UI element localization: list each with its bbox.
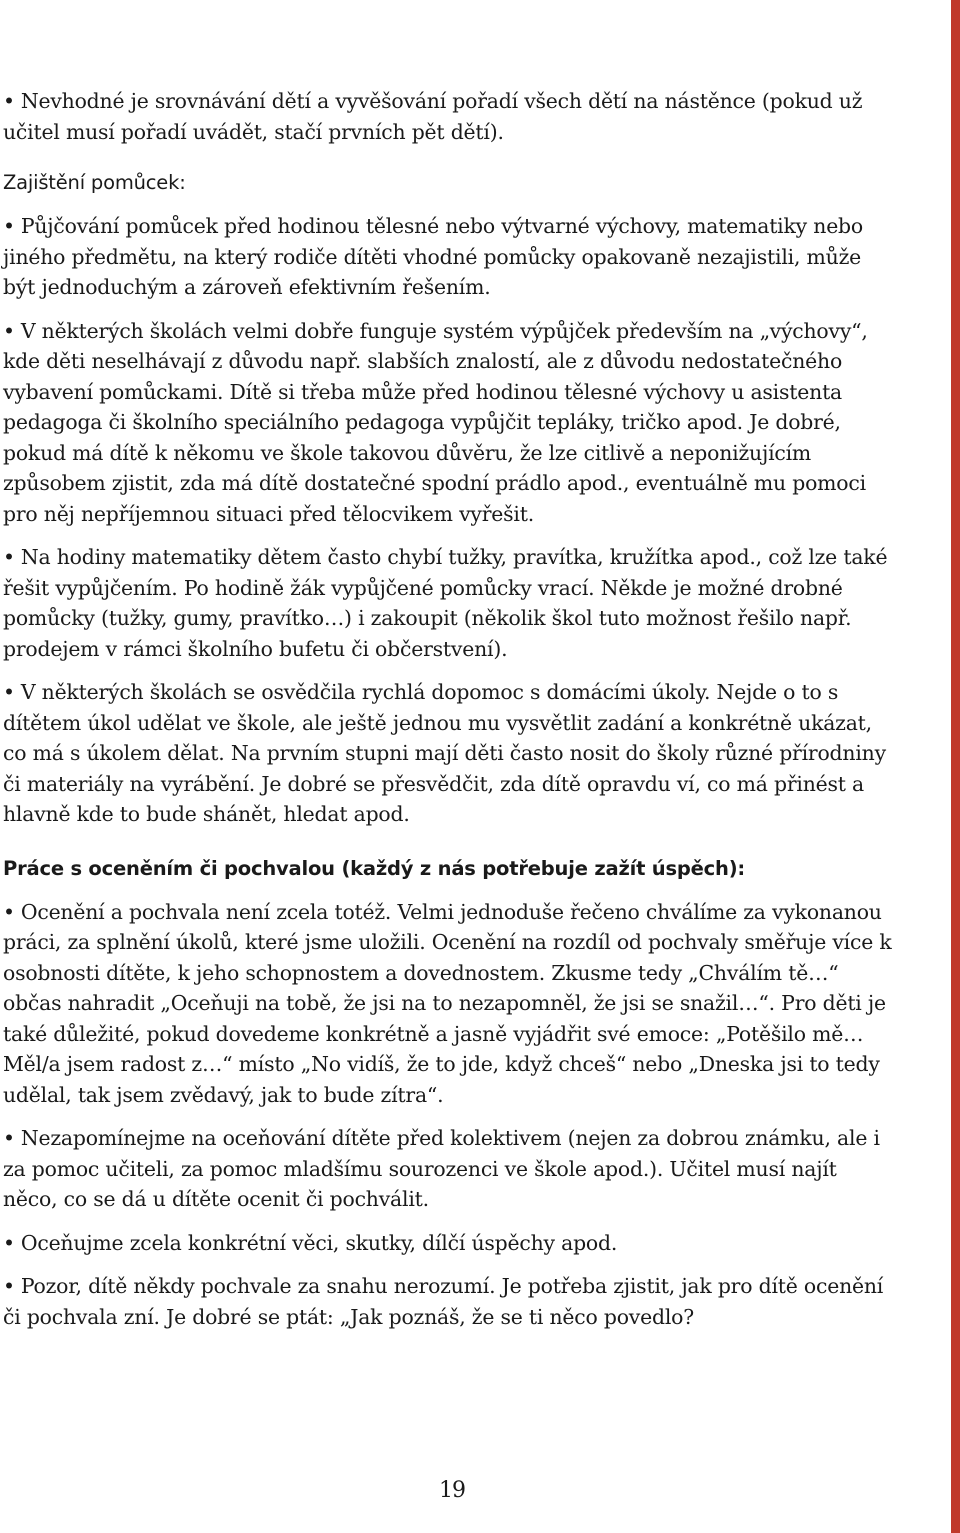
page-content — [3, 86, 893, 1332]
bullet-icon: • — [3, 1126, 15, 1150]
paragraph-text: V některých školách velmi dobře funguje systém výpůjček především na „výchovy“, kde děti neselhávají z důvodu např. slabších znalostí, ale z důvodu nedostatečného vybavení pomůckami. Dítě si třeba může před hodinou tělesné výchovy u asistenta pedagoga či školního speciálního pedagoga vypůjčit tepláky, tričko apod. Je dobré, pokud má dítě k někomu ve škole takovou důvěru, že lze citlivě a neponižujícím způsobem zjistit, zda má dítě dostatečné spodní prádlo apod., eventuálně mu pomoci pro něj nepříjemnou situaci před tělocvikem vyřešit. — [3, 318, 868, 526]
bullet-icon: • — [3, 545, 15, 569]
paragraph-text: V některých školách se osvědčila rychlá dopomoc s domácími úkoly. Nejde o to s dítětem úkol udělat ve škole, ale ještě jednou mu vysvětlit zadání a konkrétně ukázat, co má s úkolem dělat. Na prvním stupni mají děti často nosit do školy různé přírodniny či materiály na vyrábění. Je dobré se přesvědčit, zda dítě opravdu ví, co má přinést a hlavně kde to bude shánět, hledat apod. — [3, 680, 886, 826]
bullet-icon: • — [3, 89, 15, 113]
paragraph-text: Nevhodné je srovnávání dětí a vyvěšování pořadí všech dětí na nástěnce (pokud už učitel musí pořadí uvádět, stačí prvních pět dětí). — [3, 89, 863, 144]
bullet-paragraph-6 — [3, 897, 893, 1111]
bullet-paragraph-5 — [3, 677, 893, 830]
bullet-paragraph-2 — [3, 211, 893, 303]
bullet-icon: • — [3, 1230, 15, 1255]
paragraph-text: Nezapomínejme na oceňování dítěte před kolektivem (nejen za dobrou známku, ale i za pomoc učiteli, za pomoc mladšímu sourozenci ve škole apod.). Učitel musí najít něco, co se dá u dítěte ocenit či pochválit. — [3, 1126, 880, 1211]
bullet-paragraph-8 — [3, 1228, 893, 1259]
page-number: 19 — [439, 1478, 465, 1503]
paragraph-text: Oceňujme zcela konkrétní věci, skutky, dílčí úspěchy apod. — [20, 1230, 618, 1255]
bullet-paragraph-7 — [3, 1123, 893, 1215]
page-edge-bar — [951, 0, 960, 1533]
bullet-paragraph-9 — [3, 1271, 893, 1332]
paragraph-text: Pozor, dítě někdy pochvale za snahu nerozumí. Je potřeba zjistit, jak pro dítě ocenění či pochvala zní. Je dobré se ptát: „Jak poznáš, že se ti něco povedlo? — [3, 1274, 884, 1329]
paragraph-text: Půjčování pomůcek před hodinou tělesné nebo výtvarné výchovy, matematiky nebo jiného předmětu, na který rodiče dítěti vhodné pomůcky opakovaně nezajistili, může být jednoduchým a zároveň efektivním řešením. — [3, 214, 863, 299]
section-heading-oceneni: Práce s oceněním či pochvalou (každý z nás potřebuje zažít úspěch): — [3, 856, 746, 880]
paragraph-text: Ocenění a pochvala není zcela totéž. Velmi jednoduše řečeno chválíme za vykonanou práci, za splnění úkolů, které jsme uložili. Ocenění na rozdíl od pochvaly směřuje více k osobnosti dítěte, k jeho schopnostem a dovednostem. Zkusme tedy „Chválím tě…“ občas nahradit „Oceňuji na tobě, že jsi na to nezapomněl, že jsi se snažil…“. Pro děti je také důležité, pokud dovedeme konkrétně a jasně vyjádřit své emoce: „Potěšilo mě… Měl/a jsem radost z…“ místo „No vidíš, že to jde, když chceš“ nebo „Dneska jsi to tedy udělal, tak jsem zvědavý, jak to bude zítra“. — [3, 899, 892, 1107]
bullet-icon: • — [3, 899, 15, 924]
bullet-paragraph-3 — [3, 316, 893, 530]
paragraph-text: Na hodiny matematiky dětem často chybí tužky, pravítka, kružítka apod., což lze také řešit vypůjčením. Po hodině žák vypůjčené pomůcky vrací. Někde je možné drobné pomůcky (tužky, gumy, pravítko…) i zakoupit (několik škol tuto možnost řešilo např. prodejem v rámci školního bufetu či občerstvení). — [3, 545, 888, 661]
section-heading-pomucky: Zajištění pomůcek: — [3, 171, 186, 194]
bullet-icon: • — [3, 318, 15, 343]
bullet-paragraph-4 — [3, 542, 893, 664]
bullet-paragraph-1 — [3, 86, 893, 147]
bullet-icon: • — [3, 1274, 15, 1298]
bullet-icon: • — [3, 680, 15, 704]
bullet-icon: • — [3, 214, 15, 238]
